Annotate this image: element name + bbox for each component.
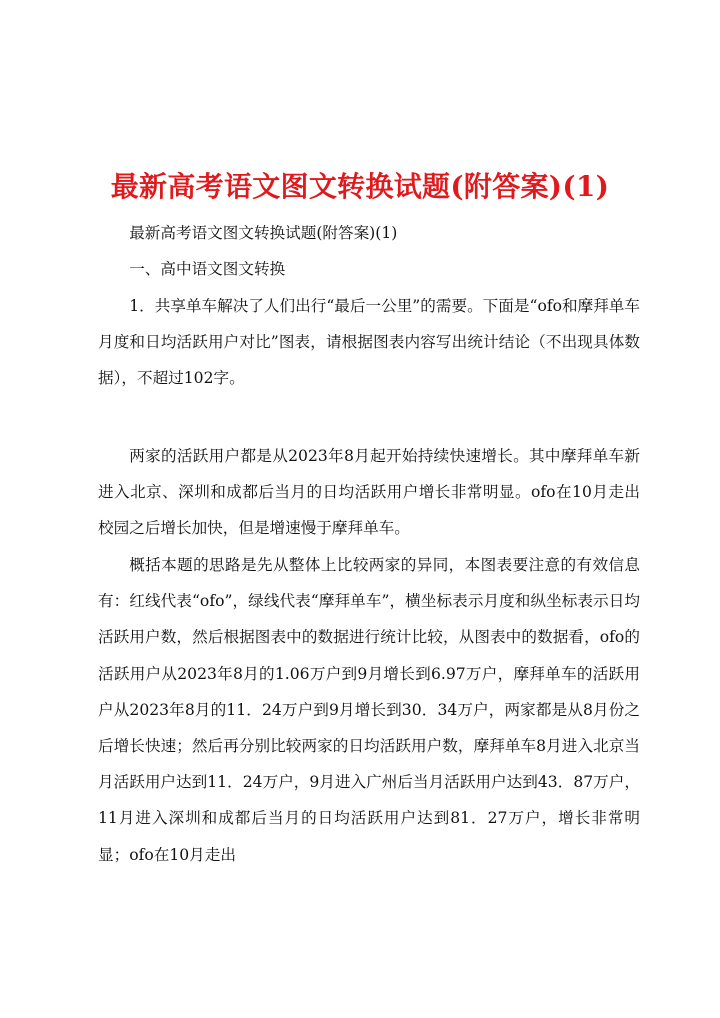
subtitle-paragraph: 最新高考语文图文转换试题(附答案)(1) [129, 224, 398, 242]
document-title: 最新高考语文图文转换试题(附答案)(1) [110, 169, 610, 203]
question-paragraph: 1．共享单车解决了人们出行“最后一公里”的需要。下面是“ofo和摩拜单车月度和日均活跃用户对比”图表，请根据图表内容写出统计结论（不出现具体数据），不超过102字。 [98, 297, 640, 388]
section-heading: 一、高中语文图文转换 [129, 260, 286, 278]
answer-paragraph: 两家的活跃用户都是从2023年8月起开始持续快速增长。其中摩拜单车新进入北京、深圳和成都后当月的日均活跃用户增长非常明显。ofo在10月走出校园之后增长加快，但是增速慢于摩拜单车。 [98, 447, 640, 538]
analysis-paragraph: 概括本题的思路是先从整体上比较两家的异同，本图表要注意的有效信息有：红线代表“ofo”，绿线代表“摩拜单车”，横坐标表示月度和纵坐标表示日均活跃用户数，然后根据图表中的数据进行统计比较，从图表中的数据看，ofo的活跃用户从2023年8月的1.06万户到9月增长到6.97万户，摩拜单车的活跃用户从2023年8月的11．24万户到9月增长到30．34万户，两家都是从8月份之后增长快速；然后再分别比较两家的日均活跃用户数，摩拜单车8月进入北京当月活跃用户达到11．24万户，9月进入广州后当月活跃用户达到43．87万户，11月进入深圳和成都后当月的日均活跃用户达到81．27万户，增长非常明显；ofo在10月走出 [98, 556, 640, 864]
